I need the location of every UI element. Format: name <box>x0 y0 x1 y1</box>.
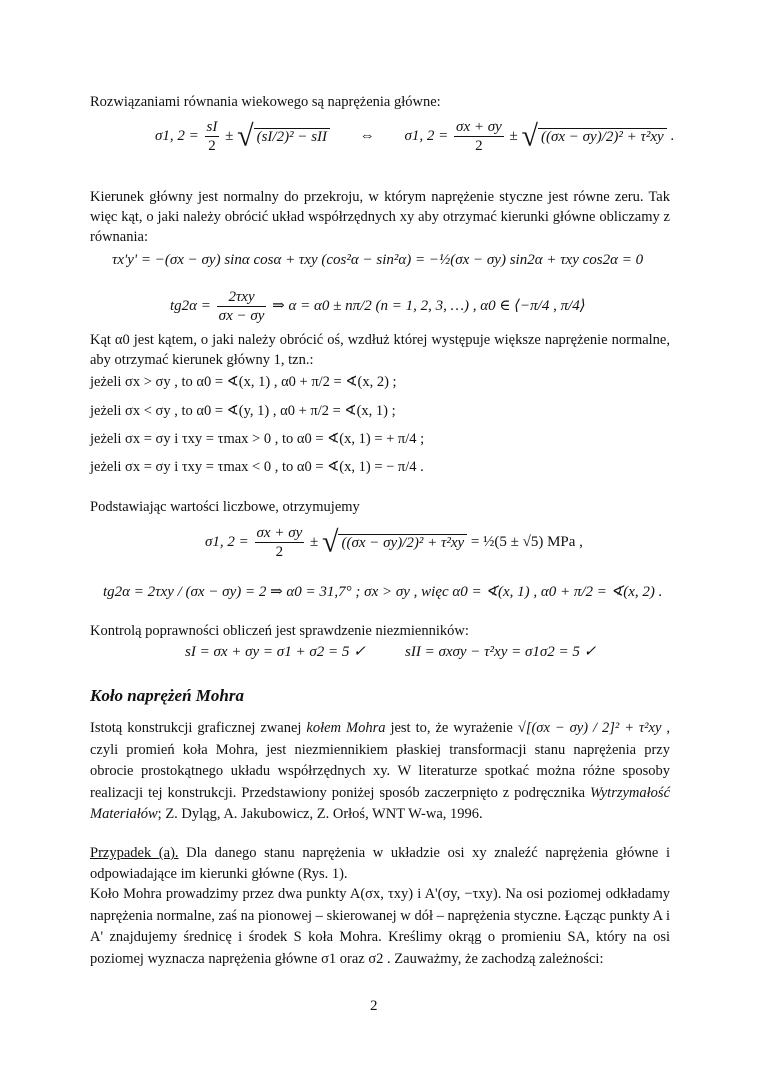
paragraph-principal-direction: Kierunek główny jest normalny do przekroju, w którym naprężenie styczne jest równe zeru. Tak więc kąt, o jaki należy obrócić układ współrzędnych xy aby otrzymać kierunki główne obliczamy z równania: <box>90 189 670 245</box>
eq3-num: 2τxy <box>217 288 267 307</box>
case-line-1: jeżeli σx > σy , to α0 = ∢(x, 1) , α0 + π/2 = ∢(x, 2) ; <box>90 374 397 390</box>
case-line-2: jeżeli σx < σy , to α0 = ∢(y, 1) , α0 + π/2 = ∢(x, 1) ; <box>90 403 396 419</box>
eq4-fraction <box>255 524 305 561</box>
equation-tg2alpha <box>170 288 586 325</box>
eq1-iff: ⇔ <box>359 127 375 144</box>
eq1-left-lhs: σ1, 2 = <box>155 127 199 144</box>
paragraph-case-a <box>90 843 670 885</box>
eq1-left-root: (sI/2)² − sII <box>254 128 330 146</box>
equation-numeric-stresses <box>205 524 583 561</box>
eq1-pm: ± <box>225 127 234 144</box>
eq4-lhs: σ1, 2 = <box>205 533 249 550</box>
sqrt-icon: √ <box>237 119 254 153</box>
para5-part-c: jest to, że wyrażenie <box>390 720 513 736</box>
paragraph-alpha0: Kąt α0 jest kątem, o jaki należy obrócić oś, wzdłuż której występuje większe naprężenie normalne, aby otrzymać kierunek główny 1, tzn.: <box>90 332 670 368</box>
eq4-num: σx + σy <box>256 525 303 541</box>
para5-book-title: Wytrzymałość Materiałów <box>90 784 671 822</box>
equation-alpha0-value: tg2α = 2τxy / (σx − σy) = 2 ⇒ α0 = 31,7° ; σx > σy , więc α0 = ∢(x, 1) , α0 + π/2 = ∢(x, 2) . <box>103 584 663 600</box>
eq1-right-pm: ± <box>509 127 518 144</box>
equation-principal-stresses <box>155 118 674 155</box>
paragraph-mohr-construction: Koło Mohra prowadzimy przez dwa punkty A(σx, τxy) i A'(σy, −τxy). Na osi poziomej odkładamy naprężenia normalne, zaś na pionowej – skierowanej w dół – naprężenia styczne. Łącząc punkty A i A' znajdujemy średnicę i środek S koła Mohra. Kreślimy okrąg o promieniu SA, który na osi poziomej wyznacza naprężenia główne σ1 oraz σ2 . Zauważmy, że zachodzą zależności: <box>90 886 670 967</box>
para5-part-d: czyli promień koła Mohra, jest niezmiennikiem płaskiej transformacji stanu naprężenia przy obrocie prostokątnego układu współrzędnych xy. W literaturze spotkać można różne sposoby realizacji tej konstrukcji. Przedstawiony poniżej sposób zaczerpnięto z podręcznika <box>90 741 670 801</box>
eq1-dot: . <box>670 127 675 144</box>
sqrt-icon: √ <box>521 119 538 153</box>
paragraph-mohra <box>90 718 670 826</box>
eq1-right-fraction <box>454 118 504 155</box>
equation-invariant-2: sII = σxσy − τ²xy = σ1σ2 = 5 ✓ <box>405 644 597 660</box>
eq4-rhs: = ½(5 ± √5) MPa , <box>470 533 583 550</box>
eq1-left-num: sI <box>206 119 218 135</box>
paragraph-invariants: Kontrolą poprawności obliczeń jest sprawdzenie niezmienników: <box>90 623 469 639</box>
para5-part-f: ; Z. Dyląg, A. Jakubowicz, Z. Orłoś, WNT W-wa, 1996. <box>157 806 483 822</box>
equation-invariant-1: sI = σx + σy = σ1 + σ2 = 5 ✓ <box>185 644 366 660</box>
para5-kolo-mohra: kołem Mohra <box>306 720 386 736</box>
case-a-text: Dla danego stanu naprężenia w układzie osi xy znaleźć naprężenia główne i odpowiadające im kierunki główne (Rys. 1). <box>90 845 670 882</box>
eq1-right-den: 2 <box>475 138 483 154</box>
case-a-label: Przypadek (a). <box>90 845 179 861</box>
eq3-fraction <box>217 288 267 325</box>
para5-part-a: Istotą konstrukcji graficznej zwanej <box>90 720 302 736</box>
eq3-lhs: tg2α = <box>170 297 211 314</box>
eq4-den: 2 <box>275 544 284 560</box>
section-heading: Koło naprężeń Mohra <box>90 686 244 705</box>
sqrt-icon: √ <box>322 525 339 559</box>
eq1-left-den: 2 <box>208 138 216 154</box>
eq3-rest: ⇒ α = α0 ± nπ/2 (n = 1, 2, 3, …) , α0 ∈ ⟨−π/4 , π/4⟩ <box>272 297 586 314</box>
eq4-pm: ± <box>310 533 319 550</box>
eq4-root: ((σx − σy)/2)² + τ²xy <box>338 534 467 552</box>
eq1-right-lhs: σ1, 2 = <box>404 127 449 144</box>
eq1-right-num: σx + σy <box>456 119 502 135</box>
eq3-den: σx − σy <box>218 308 265 324</box>
paragraph-numeric: Podstawiając wartości liczbowe, otrzymujemy <box>90 499 360 515</box>
case-line-3: jeżeli σx = σy i τxy = τmax > 0 , to α0 = ∢(x, 1) = + π/4 ; <box>90 431 425 447</box>
eq1-left-fraction <box>205 118 220 155</box>
para5-expression: √[(σx − σy) / 2]² + τ²xy , <box>517 720 671 736</box>
eq1-right-root: ((σx − σy)/2)² + τ²xy <box>538 128 667 146</box>
equation-shear-zero: τx'y' = −(σx − σy) sinα cosα + τxy (cos²α − sin²α) = −½(σx − σy) sin2α + τxy cos2α = 0 <box>112 252 644 268</box>
page-number: 2 <box>370 998 378 1014</box>
case-line-4: jeżeli σx = σy i τxy = τmax < 0 , to α0 = ∢(x, 1) = − π/4 . <box>90 459 424 475</box>
intro-text: Rozwiązaniami równania wiekowego są naprężenia główne: <box>90 94 441 110</box>
